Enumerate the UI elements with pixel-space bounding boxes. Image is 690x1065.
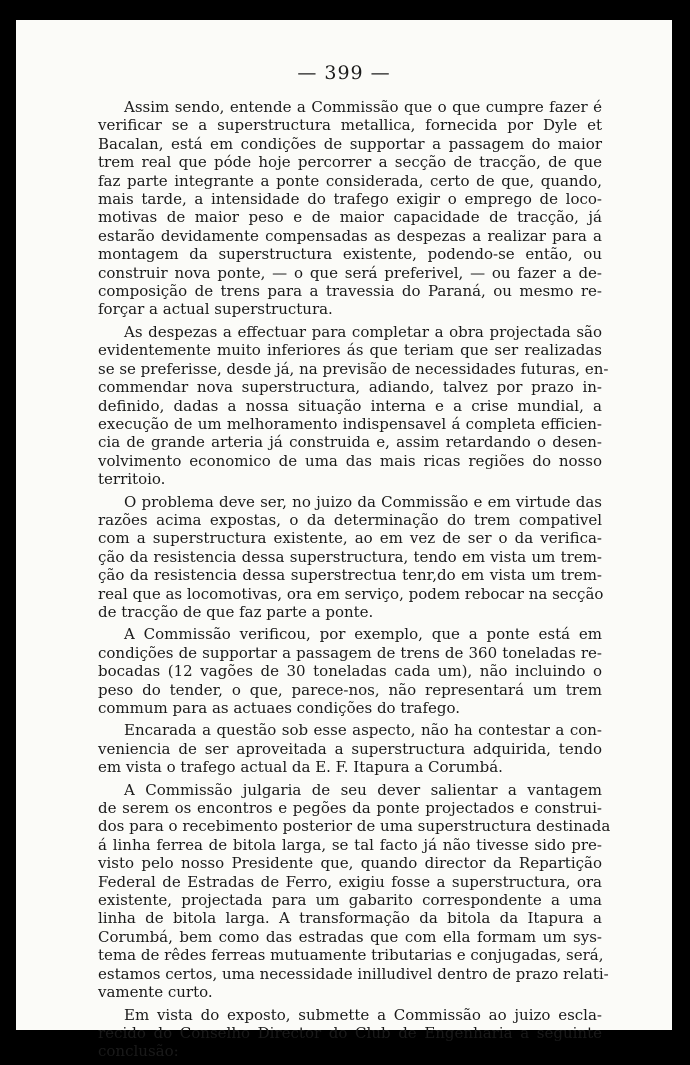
- text-line: verificar se a superstructura metallica, fornecida por Dyle et: [98, 116, 602, 135]
- text-line: forçar a actual superstructura.: [98, 300, 333, 319]
- text-line: Bacalan, está em condições de supportar a passagem do maior: [98, 134, 602, 153]
- text-line: territoio.: [98, 470, 166, 489]
- text-line: commendar nova superstructura, adiando, talvez por prazo in-: [98, 378, 602, 397]
- text-line: condições de supportar a passagem de trens de 360 toneladas re-: [98, 643, 602, 662]
- text-line: volvimento economico de uma das mais ricas regiões do nosso: [98, 451, 602, 470]
- text-line: visto pelo nosso Presidente que, quando director da Repartição: [98, 854, 602, 873]
- text-line: razões acima expostas, o da determinação do trem compativel: [98, 510, 602, 529]
- text-line: estarão devidamente compensadas as despezas a realizar para a: [98, 226, 602, 245]
- paragraph: [98, 493, 602, 622]
- text-line: As despezas a effectuar para completar a obra projectada são: [124, 322, 602, 341]
- text-line: Corumbá, bem como das estradas que com ella formam um sys-: [98, 927, 602, 946]
- text-line: O problema deve ser, no juizo da Commissão e em virtude das: [124, 492, 602, 511]
- text-line: montagem da superstructura existente, podendo-se então, ou: [98, 245, 602, 264]
- text-line: veniencia de ser aproveitada a superstructura adquirida, tendo: [98, 739, 602, 758]
- paragraph: [98, 98, 602, 319]
- text-line: Assim sendo, entende a Commissão que o que cumpre fazer é: [124, 98, 602, 116]
- text-line: composição de trens para a travessia do Paraná, ou mesmo re-: [98, 282, 602, 301]
- text-line: á linha ferrea de bitola larga, se tal facto já não tivesse sido pre-: [98, 835, 602, 854]
- text-line: tema de rêdes ferreas mutuamente tributarias e conjugadas, será,: [98, 946, 604, 965]
- text-line: recido do Conselho Director do Club de Engenharia a seguinte: [98, 1023, 602, 1042]
- text-line: peso do tender, o que, parece-nos, não representará um trem: [98, 680, 602, 699]
- text-line: A Commissão julgaria de seu dever salientar a vantagem: [124, 780, 602, 799]
- paragraph: [98, 625, 602, 717]
- text-line: ção da resistencia dessa superstrectua tenr,do em vista um trem-: [98, 566, 602, 585]
- text-line: trem real que póde hoje percorrer a secção de tracção, de que: [98, 153, 602, 172]
- text-line: com a superstructura existente, ao em vez de ser o da verifica-: [98, 529, 602, 548]
- text-line: faz parte integrante a ponte considerada, certo de que, quando,: [98, 171, 602, 190]
- paragraph: [98, 322, 609, 489]
- text-line: vamente curto.: [98, 983, 213, 1002]
- text-line: real que as locomotivas, ora em serviço, podem rebocar na secção: [98, 584, 604, 603]
- text-line: commum para as actuaes condições do trafego.: [98, 699, 461, 717]
- text-line: linha de bitola larga. A transformação da bitola da Itapura a: [98, 909, 602, 928]
- text-line: bocadas (12 vagões de 30 toneladas cada um), não incluindo o: [98, 662, 602, 681]
- text-line: em vista o trafego actual da E. F. Itapura a Corumbá.: [98, 758, 503, 777]
- page-number: — 399 —: [297, 62, 391, 84]
- text-line: dos para o recebimento posterior de uma superstructura destinada: [98, 817, 611, 836]
- text-line: de tracção de que faz parte a ponte.: [98, 602, 374, 621]
- text-line: de serem os encontros e pegões da ponte projectados e construi-: [98, 799, 602, 818]
- text-line: motivas de maior peso e de maior capacidade de tracção, já: [98, 208, 602, 227]
- text-line: construir nova ponte, — o que será preferivel, — ou fazer a de-: [98, 263, 602, 282]
- paragraph: [98, 780, 611, 1002]
- text-line: ção da resistencia dessa superstructura, tendo em vista um trem-: [98, 547, 602, 566]
- text-line: se se preferisse, desde já, na previsão de necessidades futuras, en-: [98, 359, 609, 378]
- text-line: definido, dadas a nossa situação interna e a crise mundial, a: [98, 396, 602, 415]
- text-line: Federal de Estradas de Ferro, exigiu fosse a superstructura, ora: [98, 872, 602, 891]
- paragraph: [98, 721, 602, 776]
- document-page: [16, 20, 672, 1061]
- paragraph: [98, 1006, 602, 1061]
- text-line: mais tarde, a intensidade do trafego exigir o emprego de loco-: [98, 190, 602, 209]
- text-line: cia de grande arteria já construida e, assim retardando o desen-: [98, 433, 602, 452]
- text-line: conclusão:: [98, 1042, 179, 1061]
- text-line: Encarada a questão sob esse aspecto, não ha contestar a con-: [124, 721, 602, 740]
- text-line: evidentemente muito inferiores ás que teriam que ser realizadas: [98, 341, 602, 360]
- text-body: [98, 98, 611, 1065]
- text-line: existente, projectada para um gabarito correspondente a uma: [98, 891, 602, 910]
- text-line: execução de um melhoramento indispensavel á completa efficien-: [98, 414, 602, 433]
- text-line: Em vista do exposto, submette a Commissão ao juizo escla-: [124, 1005, 602, 1024]
- text-line: estamos certos, uma necessidade inilludivel dentro de prazo relati-: [98, 964, 609, 983]
- text-line: A Commissão verificou, por exemplo, que a ponte está em: [124, 625, 602, 644]
